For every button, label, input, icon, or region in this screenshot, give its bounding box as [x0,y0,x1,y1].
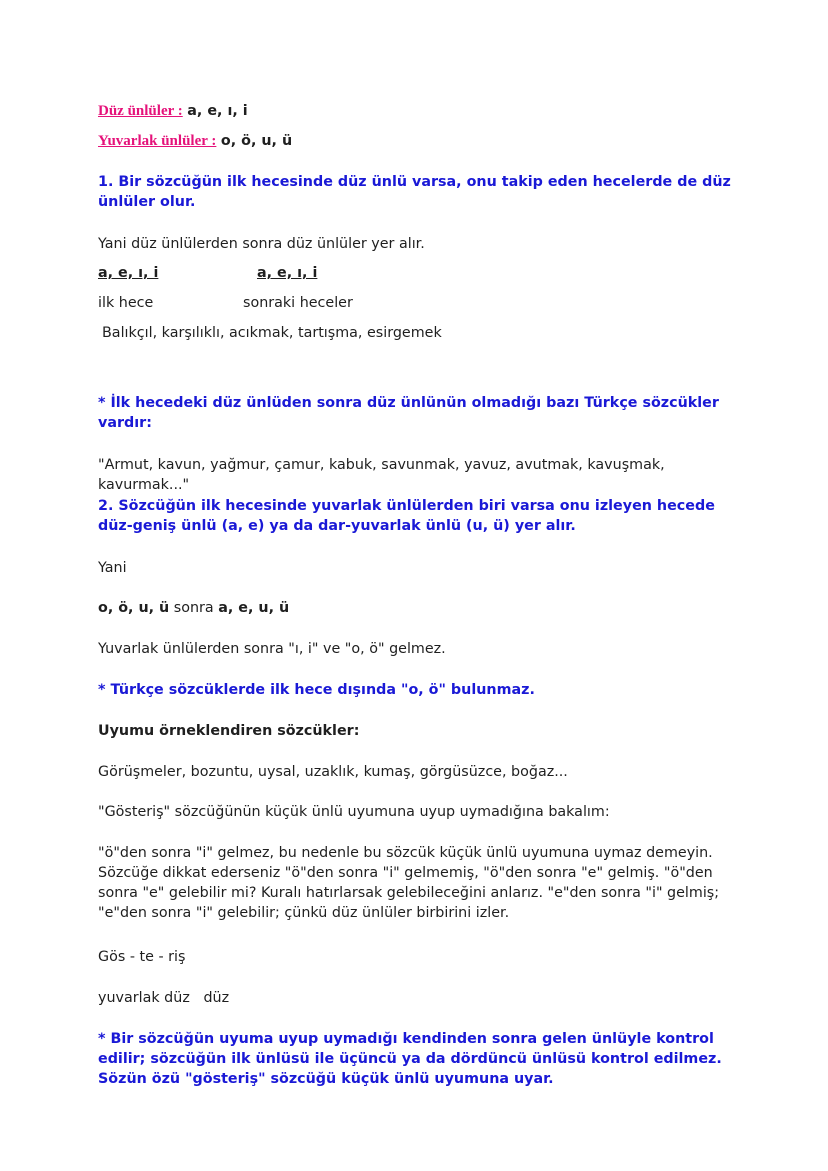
round-vowels-label: Yuvarlak ünlüler : [98,133,217,149]
explanation-paragraph: "ö"den sonra "i" gelmez, bu nedenle bu sözcük küçük ünlü uyumuna uymaz demeyin. Sözcüğe dikkat ederseniz "ö"den sonra "i" gelmemiş, "ö"den sonra "e" gelmiş. "ö"den sonra "e" gelebilir mi? Kuralı hatırlarsak gelebileceğini anlarız. "e"den sonra "i" gelmiş; "e"den sonra "i" gelebilir; çünkü düz ünlüler birbirini izler. [98,845,720,921]
first-syllable-label: ilk hece [98,295,154,311]
later-syllables-label: sonraki heceler [243,295,353,311]
final-note: * Bir sözcüğün uyuma uyup uymadığı kendinden sonra gelen ünlüyle kontrol edilir; sözcüğün ilk ünlüsü ile üçüncü ya da dördüncü ünlüsü kontrol edilmez. Sözün özü "gösteriş" sözcüğü küçük ünlü uyumuna uyar. [98,1031,722,1087]
syllable-types: yuvarlak düz düz [98,990,230,1006]
flat-vowels-line [98,101,738,121]
question: "Gösteriş" sözcüğünün küçük ünlü uyumuna uyup uymadığına bakalım: [98,804,610,820]
examples-3: Görüşmeler, bozuntu, uysal, uzaklık, kumaş, görgüsüzce, boğaz... [98,764,568,780]
note-1: * İlk hecedeki düz ünlüden sonra düz ünlünün olmadığı bazı Türkçe sözcükler vardır: [98,395,719,431]
examples-2: "Armut, kavun, yağmur, çamur, kabuk, savunmak, yavuz, avutmak, kavuşmak, kavurmak..." [98,457,665,493]
vowel-formula [98,598,738,618]
formula-left: o, ö, u, ü [98,600,170,616]
first-syllable-vowels: a, e, ı, i [98,265,159,281]
formula-mid: sonra [169,600,219,616]
rule-2: 2. Sözcüğün ilk hecesinde yuvarlak ünlülerden biri varsa onu izleyen hecede düz-geniş ünlü (a, e) ya da dar-yuvarlak ünlü (u, ü) yer alır. [98,498,715,534]
syllables: Gös - te - riş [98,949,186,965]
round-vowels-line [98,131,738,151]
later-syllable-vowels: a, e, ı, i [257,265,318,281]
note-2: * Türkçe sözcüklerde ilk hece dışında "o, ö" bulunmaz. [98,682,535,698]
rule-1-explanation: Yani düz ünlülerden sonra düz ünlüler yer alır. [98,236,425,252]
rule-1: 1. Bir sözcüğün ilk hecesinde düz ünlü varsa, onu takip eden hecelerde de düz ünlüler olur. [98,174,731,210]
examples-1: Balıkçıl, karşılıklı, acıkmak, tartışma, esirgemek [102,325,442,341]
flat-vowels-label: Düz ünlüler : [98,103,183,119]
rule-2-explanation: Yuvarlak ünlülerden sonra "ı, i" ve "o, ö" gelmez. [98,641,446,657]
round-vowels-value: o, ö, u, ü [220,133,293,149]
examples-heading: Uyumu örneklendiren sözcükler: [98,723,360,739]
yani-2: Yani [98,560,127,576]
formula-right: a, e, u, ü [218,600,290,616]
flat-vowels-value: a, e, ı, i [187,103,248,119]
